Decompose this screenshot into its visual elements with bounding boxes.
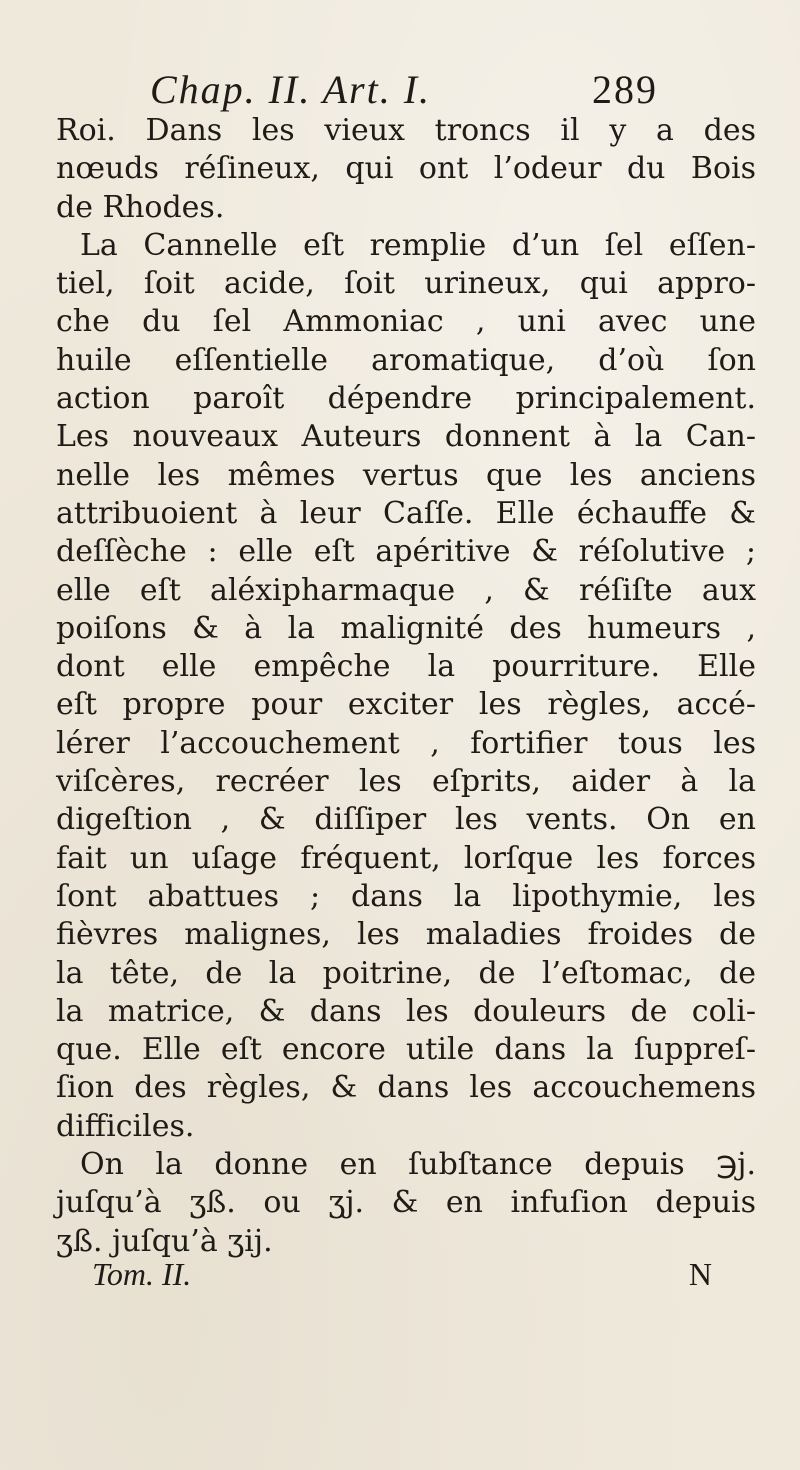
running-head bbox=[150, 66, 658, 116]
text-line: che du ſel Ammoniac , uni avec une bbox=[56, 304, 756, 340]
text-line: nœuds réſineux, qui ont l’odeur du Bois bbox=[56, 151, 756, 187]
text-line: ſion des règles, & dans les accouchemens bbox=[56, 1070, 756, 1106]
text-line: elle eſt aléxipharmaque , & réſiſte aux bbox=[56, 572, 756, 608]
text-line: lérer l’accouchement , fortifier tous les bbox=[56, 725, 756, 761]
text-line: attribuoient à leur Caſſe. Elle échauffe & bbox=[56, 495, 756, 531]
text-line: tiel, ſoit acide, ſoit urineux, qui appro- bbox=[56, 266, 756, 302]
text-line: la tête, de la poitrine, de l’eſtomac, de bbox=[56, 955, 756, 991]
page-number: 289 bbox=[592, 67, 658, 112]
gathering-mark: N bbox=[688, 1256, 712, 1292]
text-line: poiſons & à la malignité des humeurs , bbox=[56, 610, 756, 646]
text-line: fièvres malignes, les maladies froides de bbox=[56, 917, 756, 953]
volume-signature: Tom. II. bbox=[92, 1256, 192, 1292]
text-line: huile eſſentielle aromatique, d’où ſon bbox=[56, 342, 756, 378]
text-line: juſqu’à ʒß. ou ʒj. & en infuſion depuis bbox=[56, 1185, 756, 1221]
text-line: deſſèche : elle eſt apéritive & réſolutive ; bbox=[56, 534, 756, 570]
paragraph-first-line: La Cannelle eſt remplie d’un ſel eſſen- bbox=[80, 227, 756, 263]
text-line: viſcères, recréer les eſprits, aider à la bbox=[56, 764, 756, 800]
text-line: difficiles. bbox=[56, 1108, 195, 1144]
text-line: de Rhodes. bbox=[56, 189, 225, 225]
text-line: ſont abattues ; dans la lipothymie, les bbox=[56, 878, 756, 914]
text-line: ʒß. juſqu’à ʒij. bbox=[56, 1223, 273, 1259]
text-line: nelle les mêmes vertus que les anciens bbox=[56, 457, 756, 493]
text-line: que. Elle eſt encore utile dans la ſuppreſ- bbox=[56, 1032, 756, 1068]
paragraph-first-line: On la donne en ſubſtance depuis ℈j. bbox=[80, 1147, 756, 1183]
text-line: digeſtion , & diſſiper les vents. On en bbox=[56, 802, 756, 838]
chapter-heading: Chap. II. Art. I. bbox=[150, 67, 432, 112]
text-line: fait un uſage fréquent, lorſque les forces bbox=[56, 840, 756, 876]
text-line: Roi. Dans les vieux troncs il y a des bbox=[56, 113, 756, 148]
text-line: la matrice, & dans les douleurs de coli- bbox=[56, 993, 756, 1029]
text-line: dont elle empêche la pourriture. Elle bbox=[56, 649, 756, 685]
text-line: action paroît dépendre principalement. bbox=[56, 381, 756, 417]
text-line: eſt propre pour exciter les règles, accé- bbox=[56, 687, 756, 723]
text-line: Les nouveaux Auteurs donnent à la Can- bbox=[56, 419, 756, 455]
body-text bbox=[56, 112, 756, 1261]
page-footer bbox=[92, 1256, 712, 1296]
